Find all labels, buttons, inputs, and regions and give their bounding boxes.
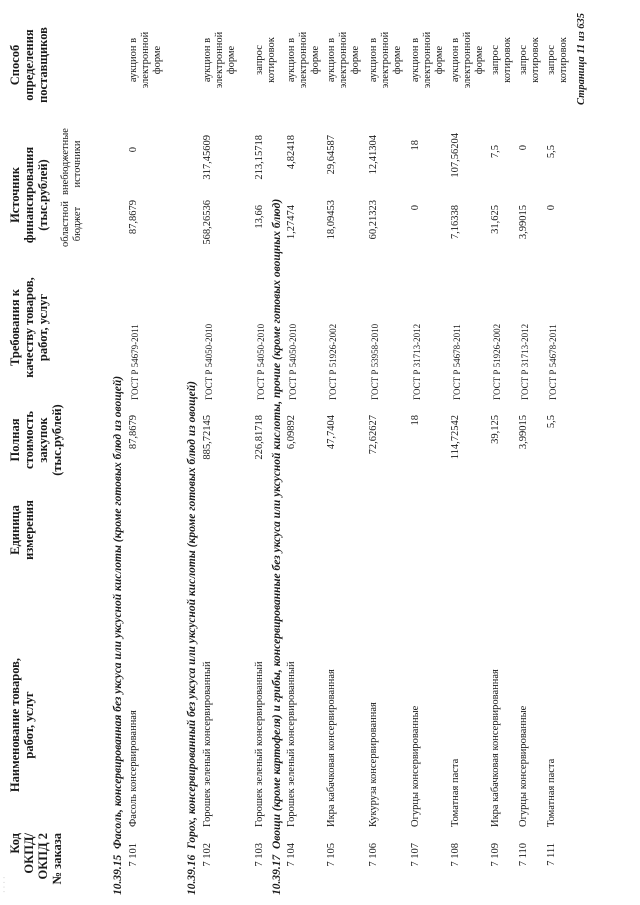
row-offbudget: 29,64587 — [326, 135, 337, 175]
row-number: 7 105 — [326, 843, 337, 867]
row-method: аукцион в электронной форме — [450, 31, 485, 89]
header-cost: Полная стоимость закупок (тыс.рублей) — [8, 404, 64, 476]
row-gost: ГОСТ Р 51926-2002 — [328, 323, 338, 400]
row-name: Кукуруза консервированная — [368, 702, 379, 827]
row-method: запрос котировок — [518, 37, 541, 83]
row-offbudget: 7,5 — [490, 145, 501, 159]
row-offbudget: 18 — [410, 140, 421, 151]
header-method: Способ определения поставщиков — [8, 27, 50, 103]
row-number: 7 104 — [286, 843, 297, 867]
row-gost: ГОСТ Р 51926-2002 — [492, 323, 502, 400]
row-regional: 7,16338 — [450, 205, 461, 240]
section-header: 10.39.16 Горох, консервированный без уксуса или уксусной кислоты (кроме готовых блюд из овощей) — [186, 381, 198, 895]
row-gost: ГОСТ Р 54679-2011 — [130, 324, 140, 400]
row-name: Горошек зеленый консервированный — [202, 661, 213, 827]
page-footer: Страница 11 из 635 — [576, 12, 587, 105]
row-gost: ГОСТ Р 31713-2012 — [412, 323, 422, 400]
row-name: Горошек зеленый консервированный — [286, 661, 297, 827]
row-number: 7 109 — [490, 843, 501, 867]
row-number: 7 106 — [368, 843, 379, 867]
row-number: 7 103 — [254, 843, 265, 867]
row-cost: 3,99015 — [518, 415, 529, 450]
row-offbudget: 5,5 — [546, 145, 557, 159]
row-method: запрос котировок — [254, 37, 277, 83]
row-method: аукцион в электронной форме — [286, 31, 321, 89]
row-offbudget: 4,82418 — [286, 135, 297, 170]
row-method: аукцион в электронной форме — [326, 31, 361, 89]
row-regional: 0 — [546, 205, 557, 211]
header-offbudget-sources: внебюджетные источники — [60, 128, 83, 195]
row-gost: ГОСТ Р 54050-2010 — [204, 323, 214, 400]
row-number: 7 108 — [450, 843, 461, 867]
row-gost: ГОСТ Р 54050-2010 — [288, 323, 298, 400]
row-regional: 3,99015 — [518, 205, 529, 240]
row-method: аукцион в электронной форме — [410, 31, 445, 89]
row-offbudget: 317,45609 — [202, 135, 213, 180]
row-cost: 885,72145 — [202, 415, 213, 460]
header-regional-budget: областной бюджет — [60, 201, 83, 247]
row-regional: 87,8679 — [128, 200, 139, 235]
row-name: Икра кабачковая консервированная — [490, 669, 501, 827]
header-name: Наименование товаров, работ, услуг — [8, 657, 36, 793]
row-method: запрос котировок — [546, 37, 569, 83]
row-cost: 18 — [410, 415, 421, 426]
row-regional: 31,625 — [490, 205, 501, 234]
header-code: Код ОКПД/ ОКПД 2 № заказа — [8, 833, 64, 885]
row-name: Горошек зеленый консервированный — [254, 661, 265, 827]
row-regional: 13,66 — [254, 205, 265, 229]
row-method: аукцион в электронной форме — [128, 31, 163, 89]
row-gost: ГОСТ Р 54678-2011 — [452, 324, 462, 400]
header-requirements: Требования к качеству товаров, работ, услуг — [8, 277, 50, 378]
row-gost: ГОСТ Р 54678-2011 — [548, 324, 558, 400]
row-cost: 39,125 — [490, 415, 501, 444]
row-name: Фасоль консервированная — [128, 710, 139, 827]
row-regional: 18,09453 — [326, 200, 337, 240]
row-regional: 0 — [410, 205, 421, 211]
scan-noise: · · · · — [0, 876, 9, 893]
row-method: аукцион в электронной форме — [202, 31, 237, 89]
row-number: 7 107 — [410, 843, 421, 867]
row-regional: 60,21323 — [368, 200, 379, 240]
row-offbudget: 0 — [128, 147, 139, 153]
row-number: 7 110 — [518, 843, 529, 867]
row-offbudget: 213,15718 — [254, 135, 265, 180]
row-name: Томатная паста — [546, 758, 557, 827]
row-cost: 87,8679 — [128, 415, 139, 450]
row-cost: 47,7404 — [326, 415, 337, 450]
row-gost: ГОСТ Р 54050-2010 — [256, 323, 266, 400]
header-financing: Источник финансирования (тыс.рублей) — [8, 146, 50, 244]
row-cost: 72,62627 — [368, 415, 379, 455]
row-offbudget: 12,41304 — [368, 135, 379, 175]
row-name: Огурцы консервированные — [518, 705, 529, 827]
row-name: Огурцы консервированные — [410, 705, 421, 827]
row-cost: 5,5 — [546, 415, 557, 429]
row-cost: 114,72542 — [450, 415, 461, 460]
row-cost: 6,09892 — [286, 415, 297, 450]
section-header: 10.39.15 Фасоль, консервированная без уксуса или уксусной кислоты (кроме готовых блюд из овощей) — [112, 375, 124, 895]
row-offbudget: 107,56204 — [450, 133, 461, 178]
row-number: 7 101 — [128, 843, 139, 867]
row-gost: ГОСТ Р 53958-2010 — [370, 323, 380, 400]
row-gost: ГОСТ Р 31713-2012 — [520, 323, 530, 400]
row-cost: 226,81718 — [254, 415, 265, 460]
row-offbudget: 0 — [518, 145, 529, 151]
row-name: Икра кабачковая консервированная — [326, 669, 337, 827]
row-regional: 568,26536 — [202, 200, 213, 245]
row-name: Томатная паста — [450, 758, 461, 827]
row-regional: 1,27474 — [286, 205, 297, 240]
section-header: 10.39.17 Овощи (кроме картофеля) и грибы, консервированные без уксуса или уксусной кислоты, прочие (кроме готовых овощных блюд) — [271, 198, 283, 895]
row-method: аукцион в электронной форме — [368, 31, 403, 89]
header-unit: Единица измерения — [8, 500, 36, 560]
row-number: 7 102 — [202, 843, 213, 867]
row-number: 7 111 — [546, 843, 557, 866]
row-method: запрос котировок — [490, 37, 513, 83]
